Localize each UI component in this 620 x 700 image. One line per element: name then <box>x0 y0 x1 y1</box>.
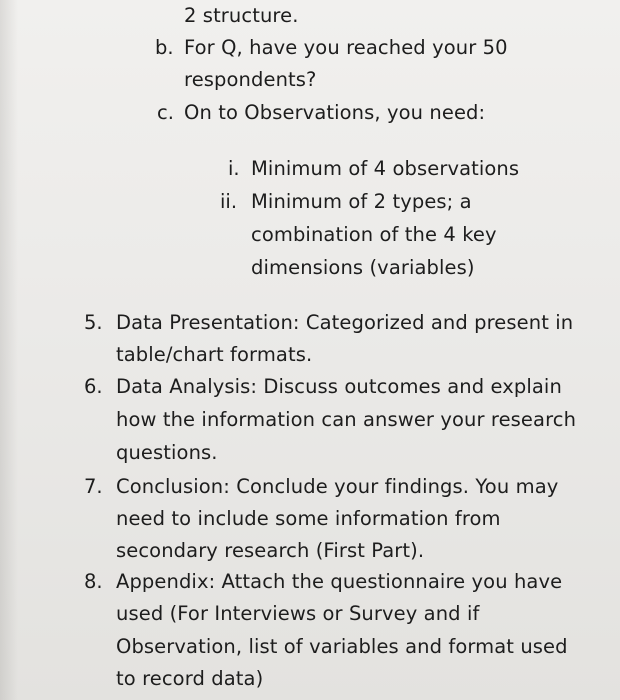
item-b-line-2: respondents? <box>184 68 317 91</box>
page-shadow <box>0 0 18 700</box>
item-7-line-2: need to include some information from <box>116 507 501 530</box>
item-8-line-1: Appendix: Attach the questionnaire you have <box>116 570 563 593</box>
list-marker-6: 6. <box>84 375 103 398</box>
item-b-line-1: For Q, have you reached your 50 <box>184 36 508 59</box>
list-marker-8: 8. <box>84 570 103 593</box>
item-6-line-2: how the information can answer your research <box>116 408 577 431</box>
list-marker-i: i. <box>228 157 240 180</box>
item-7-line-1: Conclusion: Conclude your findings. You may <box>116 475 559 498</box>
item-8-line-2: used (For Interviews or Survey and if <box>116 602 480 625</box>
item-c-ii-line-1: Minimum of 2 types; a <box>251 190 472 213</box>
item-c-ii-line-3: dimensions (variables) <box>251 256 475 279</box>
item-5-line-2: table/chart formats. <box>116 343 313 366</box>
item-8-line-4: to record data) <box>116 667 264 690</box>
list-marker-c: c. <box>157 101 174 124</box>
item-6-line-1: Data Analysis: Discuss outcomes and explain <box>116 375 562 398</box>
list-marker-7: 7. <box>84 475 103 498</box>
item-6-line-3: questions. <box>116 441 218 464</box>
item-c-i-line-1: Minimum of 4 observations <box>251 157 520 180</box>
item-c-ii-line-2: combination of the 4 key <box>251 223 497 246</box>
item-5-line-1: Data Presentation: Categorized and present in <box>116 311 574 334</box>
item-c-line-1: On to Observations, you need: <box>184 101 486 124</box>
top-line-text: 2 structure. <box>184 4 299 27</box>
item-8-line-3: Observation, list of variables and format used <box>116 635 568 658</box>
list-marker-ii: ii. <box>220 190 238 213</box>
list-marker-5: 5. <box>84 311 103 334</box>
item-7-line-3: secondary research (First Part). <box>116 539 425 562</box>
list-marker-b: b. <box>155 36 174 59</box>
